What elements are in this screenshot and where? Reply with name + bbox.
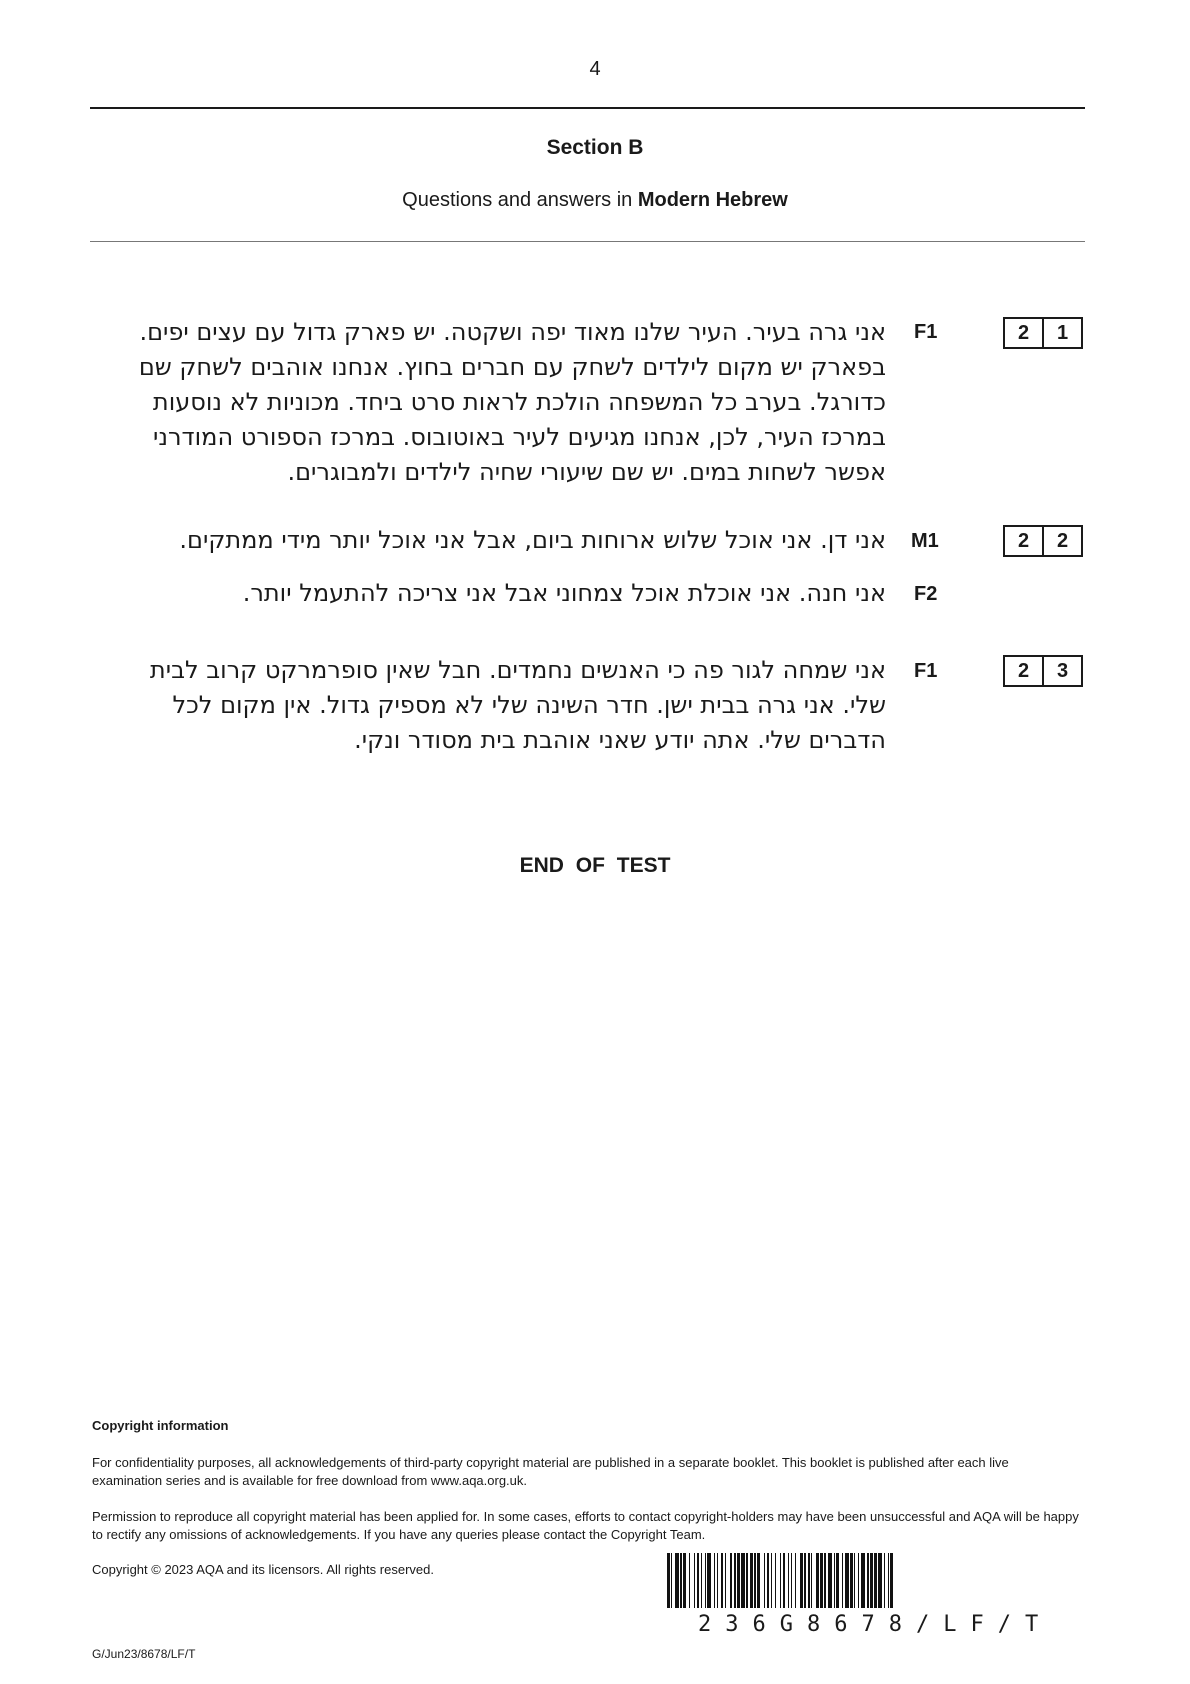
transcript-line: אני דן. אני אוכל שלוש ארוחות ביום, אבל אני אוכל יותר מידי ממתקים. [179, 526, 886, 554]
transcript-line: אפשר לשחות במים. יש שם שיעורי שחיה לילדים ולמבוגרים. [287, 458, 886, 486]
question-digit: 2 [1042, 527, 1081, 555]
copyright-paragraph: For confidentiality purposes, all acknowledgements of third-party copyright material are published in a separate booklet. This booklet is published after each live examination series and is available for free download from www.aqa.org.uk. [92, 1455, 1009, 1488]
transcript-text [139, 315, 886, 490]
question-number-box [1003, 317, 1083, 349]
page-number: 4 [589, 58, 601, 80]
transcript-line: אני חנה. אני אוכלת אוכל צמחוני אבל אני צריכה להתעמל יותר. [242, 579, 886, 607]
end-of-test: END OF TEST [519, 854, 671, 877]
speaker-label: M1 [911, 530, 939, 552]
subtitle-text: Questions and answers in [402, 189, 638, 211]
transcript-text [243, 576, 886, 611]
question-digit: 1 [1042, 319, 1081, 347]
question-digit: 2 [1017, 529, 1030, 552]
copyright-paragraph: Permission to reproduce all copyright material has been applied for. In some cases, efforts to contact copyright-holders may have been unsuccessful and AQA will be happy to rectify any omissions of acknowledgements. If you have any queries please contact the Copyright Team. [92, 1509, 1079, 1542]
paper-code: G/Jun23/8678/LF/T [92, 1647, 196, 1661]
transcript-text [179, 523, 886, 558]
question-number-box [1003, 655, 1083, 687]
question-digit: 2 [1017, 321, 1030, 344]
section-subtitle [0, 189, 1190, 212]
transcript-line: הדברים שלי. אתה יודע שאני אוהבת בית מסודר ונקי. [354, 726, 886, 754]
copyright-notice: Copyright © 2023 AQA and its licensors. All rights reserved. [92, 1562, 434, 1577]
question-digit: 2 [1017, 659, 1030, 682]
transcript-line: כדורגל. בערב כל המשפחה הולכת לראות סרט ביחד. מכוניות לא נוסעות [152, 388, 886, 416]
subtitle-language: Modern Hebrew [637, 189, 788, 211]
copyright-title: Copyright information [92, 1418, 229, 1433]
transcript-line: בפארק יש מקום לילדים לשחק עם חברים בחוץ. אנחנו אוהבים לשחק שם [138, 353, 886, 381]
section-divider [90, 241, 1085, 242]
transcript-line: שלי. אני גרה בבית ישן. חדר השינה שלי לא מספיק גדול. אין מקום לכל [172, 691, 886, 719]
transcript-line: אני שמחה לגור פה כי האנשים נחמדים. חבל שאין סופרמרקט קרוב לבית [149, 656, 886, 684]
barcode [667, 1553, 1082, 1608]
speaker-label: F1 [914, 660, 938, 682]
transcript-line: אני גרה בעיר. העיר שלנו מאוד יפה ושקטה. יש פארק גדול עם עצים יפים. [139, 318, 886, 346]
question-digit: 3 [1042, 657, 1081, 685]
transcript-line: במרכז העיר, לכן, אנחנו מגיעים לעיר באוטובוס. במרכז הספורט המודרני [153, 423, 886, 451]
top-divider [90, 107, 1085, 109]
transcript-text [150, 653, 886, 758]
section-title: Section B [546, 136, 644, 159]
barcode-text: 236G8678/LF/T [698, 1612, 1053, 1637]
speaker-label: F2 [914, 583, 938, 605]
speaker-label: F1 [914, 321, 938, 343]
question-number-box [1003, 525, 1083, 557]
